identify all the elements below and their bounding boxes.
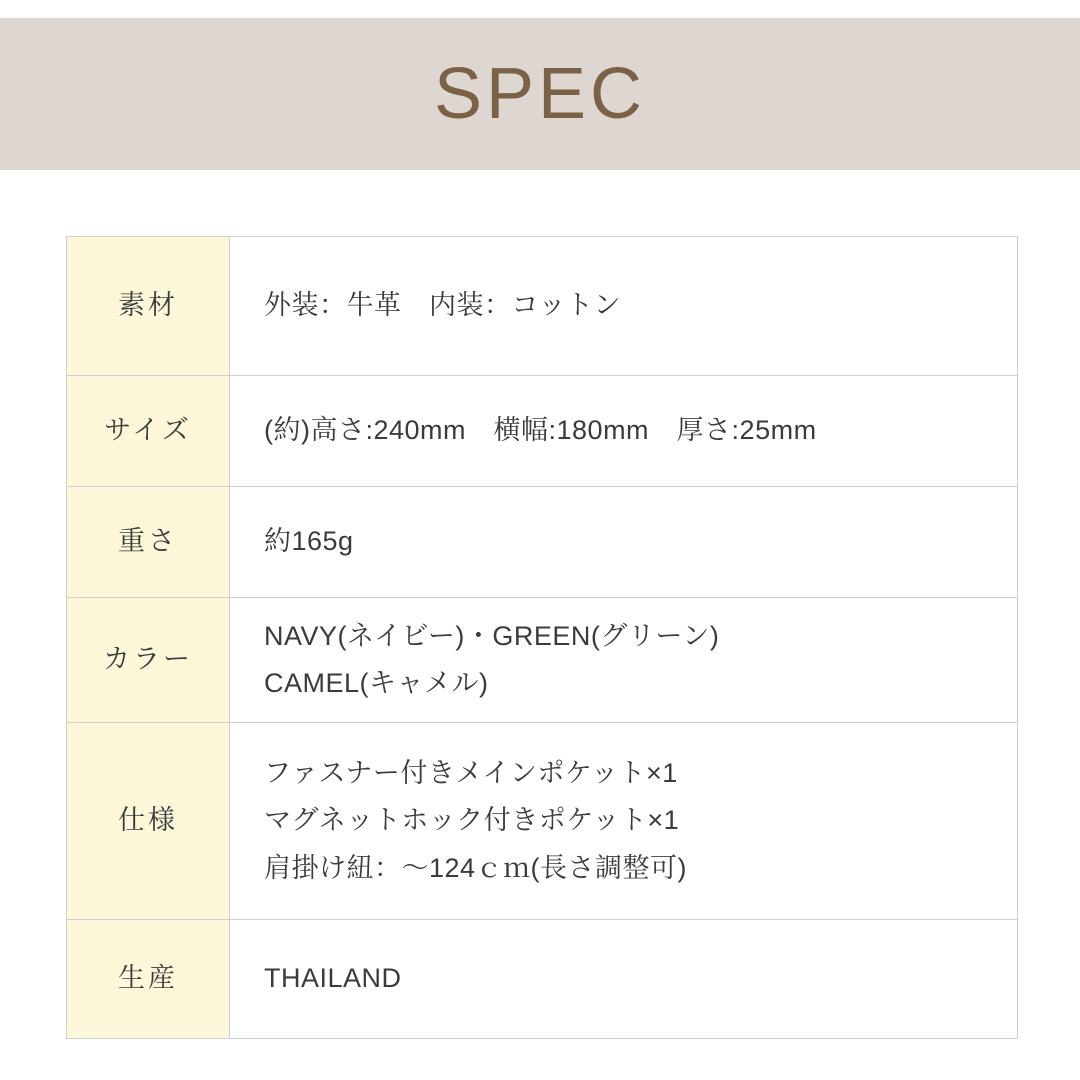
spec-value-size bbox=[230, 376, 1018, 487]
spec-label-size: サイズ bbox=[67, 376, 230, 487]
value-line: マグネットホック付きポケット×1 bbox=[264, 805, 680, 836]
spec-value-feature bbox=[230, 723, 1018, 920]
spec-label-feature: 仕様 bbox=[67, 723, 230, 920]
table-row bbox=[67, 237, 1018, 376]
spec-value-production bbox=[230, 920, 1018, 1039]
value-line: THAILAND bbox=[264, 963, 402, 994]
spec-value-material bbox=[230, 237, 1018, 376]
spec-table bbox=[66, 236, 1018, 1039]
spec-value-weight bbox=[230, 487, 1018, 598]
spec-label-weight: 重さ bbox=[67, 487, 230, 598]
value-line: NAVY(ネイビー)・GREEN(グリーン) bbox=[264, 620, 720, 651]
value-line: 約165g bbox=[264, 526, 354, 557]
value-line: CAMEL(キャメル) bbox=[264, 668, 489, 698]
spec-header-band bbox=[0, 18, 1080, 170]
value-line: (約)高さ:240mm 横幅:180mm 厚さ:25mm bbox=[264, 415, 817, 446]
table-row bbox=[67, 920, 1018, 1039]
spec-label-color: カラー bbox=[67, 598, 230, 723]
table-row bbox=[67, 723, 1018, 920]
value-line: ファスナー付きメインポケット×1 bbox=[264, 758, 678, 789]
spec-label-production: 生産 bbox=[67, 920, 230, 1039]
table-row bbox=[67, 376, 1018, 487]
spec-label-material: 素材 bbox=[67, 237, 230, 376]
page-title: SPEC bbox=[433, 54, 647, 134]
spec-value-color bbox=[230, 598, 1018, 723]
table-row bbox=[67, 598, 1018, 723]
value-line: 肩掛け紐：〜124ｃｍ(長さ調整可) bbox=[264, 852, 688, 883]
table-row bbox=[67, 487, 1018, 598]
value-line: 外装：牛革 内装：コットン bbox=[264, 290, 621, 321]
